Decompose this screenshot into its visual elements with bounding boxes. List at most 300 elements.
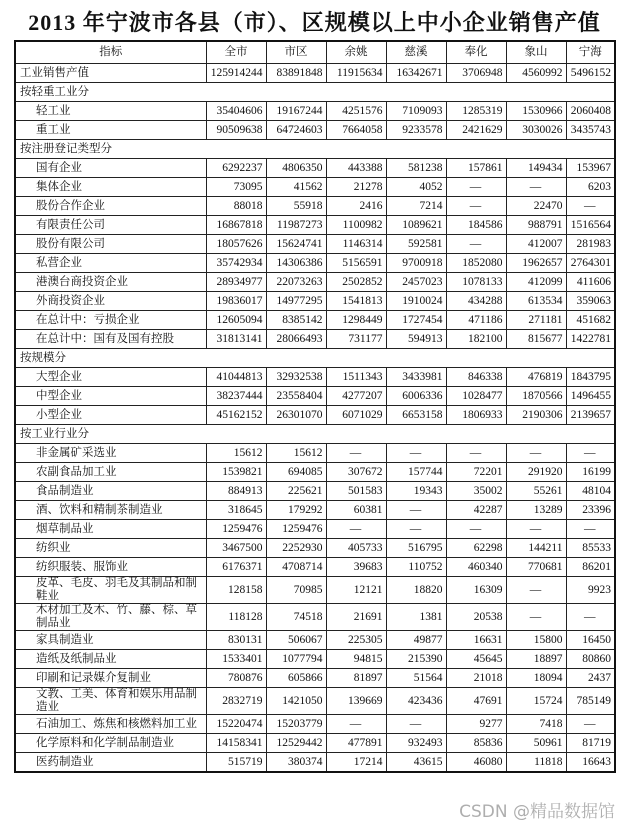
cell-value: —: [446, 444, 506, 463]
cell-value: —: [446, 178, 506, 197]
cell-value: 64724603: [266, 121, 326, 140]
cell-value: 2437: [566, 669, 615, 688]
table-row: [15, 216, 615, 235]
cell-value: 4708714: [266, 558, 326, 577]
cell-value: 6071029: [326, 406, 386, 425]
cell-value: 451682: [566, 311, 615, 330]
header-region: 慈溪: [386, 41, 446, 64]
cell-value: 12605094: [206, 311, 266, 330]
row-label: 皮革、毛皮、羽毛及其制品和制鞋业: [15, 577, 206, 604]
cell-value: 6176371: [206, 558, 266, 577]
cell-value: 271181: [506, 311, 566, 330]
cell-value: 15220474: [206, 715, 266, 734]
row-label: 家具制造业: [15, 631, 206, 650]
row-label: 在总计中：国有及国有控股: [15, 330, 206, 349]
cell-value: 932493: [386, 734, 446, 753]
table-row: [15, 273, 615, 292]
cell-value: —: [386, 715, 446, 734]
cell-value: 1285319: [446, 102, 506, 121]
header-region: 市区: [266, 41, 326, 64]
cell-value: 15800: [506, 631, 566, 650]
cell-value: 18094: [506, 669, 566, 688]
cell-value: 592581: [386, 235, 446, 254]
cell-value: 594913: [386, 330, 446, 349]
header-region: 奉化: [446, 41, 506, 64]
cell-value: 14306386: [266, 254, 326, 273]
section-label: 按工业行业分: [15, 425, 615, 444]
cell-value: 15724: [506, 688, 566, 715]
cell-value: 1516564: [566, 216, 615, 235]
cell-value: 7214: [386, 197, 446, 216]
cell-value: 1870566: [506, 387, 566, 406]
table-row: [15, 178, 615, 197]
cell-value: 1077794: [266, 650, 326, 669]
cell-value: —: [566, 604, 615, 631]
cell-value: 1533401: [206, 650, 266, 669]
cell-value: —: [506, 444, 566, 463]
cell-value: 7109093: [386, 102, 446, 121]
row-label: 在总计中：亏损企业: [15, 311, 206, 330]
table-row: [15, 159, 615, 178]
table-row: [15, 330, 615, 349]
cell-value: 13289: [506, 501, 566, 520]
cell-value: 15612: [206, 444, 266, 463]
row-label: 大型企业: [15, 368, 206, 387]
cell-value: 307672: [326, 463, 386, 482]
cell-value: 2190306: [506, 406, 566, 425]
cell-value: 26301070: [266, 406, 326, 425]
cell-value: 1381: [386, 604, 446, 631]
cell-value: 2457023: [386, 273, 446, 292]
table-row: [15, 669, 615, 688]
table-row: [15, 254, 615, 273]
table-row: [15, 688, 615, 715]
cell-value: 423436: [386, 688, 446, 715]
cell-value: 2416: [326, 197, 386, 216]
cell-value: —: [326, 520, 386, 539]
cell-value: 157861: [446, 159, 506, 178]
cell-value: 1539821: [206, 463, 266, 482]
cell-value: 506067: [266, 631, 326, 650]
table-row: [15, 406, 615, 425]
cell-value: 1496455: [566, 387, 615, 406]
cell-value: 5496152: [566, 64, 615, 83]
cell-value: 434288: [446, 292, 506, 311]
cell-value: 19343: [386, 482, 446, 501]
cell-value: 1852080: [446, 254, 506, 273]
cell-value: 110752: [386, 558, 446, 577]
cell-value: 215390: [386, 650, 446, 669]
cell-value: —: [446, 197, 506, 216]
cell-value: 11818: [506, 753, 566, 773]
row-label: 石油加工、炼焦和核燃料加工业: [15, 715, 206, 734]
table-row: [15, 311, 615, 330]
section-row: [15, 83, 615, 102]
cell-value: 770681: [506, 558, 566, 577]
cell-value: 48104: [566, 482, 615, 501]
cell-value: 45645: [446, 650, 506, 669]
cell-value: 18057626: [206, 235, 266, 254]
cell-value: 476819: [506, 368, 566, 387]
cell-value: 46080: [446, 753, 506, 773]
cell-value: 785149: [566, 688, 615, 715]
table-row: [15, 715, 615, 734]
header-region: 宁海: [566, 41, 615, 64]
cell-value: 1146314: [326, 235, 386, 254]
cell-value: 1806933: [446, 406, 506, 425]
cell-value: 83891848: [266, 64, 326, 83]
cell-value: 16342671: [386, 64, 446, 83]
cell-value: 14977295: [266, 292, 326, 311]
cell-value: 49877: [386, 631, 446, 650]
cell-value: 4806350: [266, 159, 326, 178]
cell-value: 60381: [326, 501, 386, 520]
row-label: 私营企业: [15, 254, 206, 273]
cell-value: 471186: [446, 311, 506, 330]
cell-value: 11987273: [266, 216, 326, 235]
row-label: 文教、工美、体育和娱乐用品制造业: [15, 688, 206, 715]
cell-value: 90509638: [206, 121, 266, 140]
table-row: [15, 604, 615, 631]
cell-value: 85533: [566, 539, 615, 558]
cell-value: 41044813: [206, 368, 266, 387]
cell-value: 149434: [506, 159, 566, 178]
cell-value: 6292237: [206, 159, 266, 178]
cell-value: 694085: [266, 463, 326, 482]
cell-value: 731177: [326, 330, 386, 349]
cell-value: 88018: [206, 197, 266, 216]
cell-value: 18897: [506, 650, 566, 669]
cell-value: 35404606: [206, 102, 266, 121]
cell-value: 1421050: [266, 688, 326, 715]
cell-value: —: [446, 520, 506, 539]
cell-value: 4277207: [326, 387, 386, 406]
table-row: [15, 539, 615, 558]
table-row: [15, 501, 615, 520]
row-label: 印刷和记录媒介复制业: [15, 669, 206, 688]
cell-value: 16309: [446, 577, 506, 604]
cell-value: 1843795: [566, 368, 615, 387]
row-label: 造纸及纸制品业: [15, 650, 206, 669]
table-row: [15, 753, 615, 773]
cell-value: 3030026: [506, 121, 566, 140]
cell-value: 412007: [506, 235, 566, 254]
table-row: [15, 64, 615, 83]
cell-value: 846338: [446, 368, 506, 387]
cell-value: 3706948: [446, 64, 506, 83]
table-row: [15, 197, 615, 216]
cell-value: 17214: [326, 753, 386, 773]
cell-value: 179292: [266, 501, 326, 520]
row-label: 重工业: [15, 121, 206, 140]
cell-value: 11915634: [326, 64, 386, 83]
table-row: [15, 631, 615, 650]
cell-value: 7664058: [326, 121, 386, 140]
cell-value: 3467500: [206, 539, 266, 558]
cell-value: —: [326, 715, 386, 734]
cell-value: 28934977: [206, 273, 266, 292]
cell-value: 19167244: [266, 102, 326, 121]
row-label: 食品制造业: [15, 482, 206, 501]
cell-value: —: [446, 235, 506, 254]
cell-value: 613534: [506, 292, 566, 311]
cell-value: 2764301: [566, 254, 615, 273]
row-label: 外商投资企业: [15, 292, 206, 311]
section-row: [15, 349, 615, 368]
cell-value: 2832719: [206, 688, 266, 715]
cell-value: 73095: [206, 178, 266, 197]
table-row: [15, 121, 615, 140]
table-row: [15, 444, 615, 463]
cell-value: 28066493: [266, 330, 326, 349]
cell-value: 47691: [446, 688, 506, 715]
row-label: 酒、饮料和精制茶制造业: [15, 501, 206, 520]
cell-value: 50961: [506, 734, 566, 753]
table-row: [15, 558, 615, 577]
row-label: 木材加工及木、竹、藤、棕、草制品业: [15, 604, 206, 631]
cell-value: 225621: [266, 482, 326, 501]
cell-value: 144211: [506, 539, 566, 558]
cell-value: 55918: [266, 197, 326, 216]
cell-value: —: [566, 197, 615, 216]
cell-value: 19836017: [206, 292, 266, 311]
cell-value: 291920: [506, 463, 566, 482]
cell-value: 182100: [446, 330, 506, 349]
cell-value: 14158341: [206, 734, 266, 753]
table-row: [15, 368, 615, 387]
section-label: 按注册登记类型分: [15, 140, 615, 159]
cell-value: 42287: [446, 501, 506, 520]
cell-value: 2060408: [566, 102, 615, 121]
cell-value: 1422781: [566, 330, 615, 349]
row-label: 股份有限公司: [15, 235, 206, 254]
cell-value: 12121: [326, 577, 386, 604]
cell-value: 23396: [566, 501, 615, 520]
cell-value: 12529442: [266, 734, 326, 753]
cell-value: 6006336: [386, 387, 446, 406]
cell-value: —: [506, 604, 566, 631]
cell-value: 139669: [326, 688, 386, 715]
table-row: [15, 387, 615, 406]
row-label: 烟草制品业: [15, 520, 206, 539]
table-row: [15, 520, 615, 539]
cell-value: 15624741: [266, 235, 326, 254]
cell-value: 2252930: [266, 539, 326, 558]
row-label: 医药制造业: [15, 753, 206, 773]
cell-value: 1078133: [446, 273, 506, 292]
cell-value: 380374: [266, 753, 326, 773]
section-row: [15, 140, 615, 159]
cell-value: —: [506, 178, 566, 197]
cell-value: 1028477: [446, 387, 506, 406]
cell-value: 51564: [386, 669, 446, 688]
row-label: 轻工业: [15, 102, 206, 121]
row-label: 纺织业: [15, 539, 206, 558]
cell-value: 15612: [266, 444, 326, 463]
row-label: 国有企业: [15, 159, 206, 178]
cell-value: —: [506, 520, 566, 539]
cell-value: 9277: [446, 715, 506, 734]
cell-value: 32932538: [266, 368, 326, 387]
table-row: [15, 102, 615, 121]
row-label: 小型企业: [15, 406, 206, 425]
cell-value: 72201: [446, 463, 506, 482]
cell-value: 15203779: [266, 715, 326, 734]
cell-value: 605866: [266, 669, 326, 688]
table-row: [15, 235, 615, 254]
cell-value: 815677: [506, 330, 566, 349]
cell-value: 21691: [326, 604, 386, 631]
table-row: [15, 650, 615, 669]
cell-value: 5156591: [326, 254, 386, 273]
cell-value: 23558404: [266, 387, 326, 406]
cell-value: 780876: [206, 669, 266, 688]
cell-value: 35002: [446, 482, 506, 501]
cell-value: 501583: [326, 482, 386, 501]
cell-value: 6203: [566, 178, 615, 197]
cell-value: 18820: [386, 577, 446, 604]
cell-value: 70985: [266, 577, 326, 604]
cell-value: 157744: [386, 463, 446, 482]
cell-value: 4052: [386, 178, 446, 197]
cell-value: 1259476: [266, 520, 326, 539]
cell-value: 16643: [566, 753, 615, 773]
cell-value: 3435743: [566, 121, 615, 140]
cell-value: 9923: [566, 577, 615, 604]
cell-value: 125914244: [206, 64, 266, 83]
cell-value: 16450: [566, 631, 615, 650]
cell-value: 2502852: [326, 273, 386, 292]
cell-value: —: [566, 444, 615, 463]
cell-value: 55261: [506, 482, 566, 501]
cell-value: —: [386, 520, 446, 539]
cell-value: 4251576: [326, 102, 386, 121]
cell-value: 412099: [506, 273, 566, 292]
cell-value: 41562: [266, 178, 326, 197]
table-row: [15, 292, 615, 311]
cell-value: 21278: [326, 178, 386, 197]
cell-value: 1089621: [386, 216, 446, 235]
cell-value: 62298: [446, 539, 506, 558]
cell-value: 184586: [446, 216, 506, 235]
cell-value: 8385142: [266, 311, 326, 330]
cell-value: 45162152: [206, 406, 266, 425]
row-label: 集体企业: [15, 178, 206, 197]
cell-value: 884913: [206, 482, 266, 501]
cell-value: 1298449: [326, 311, 386, 330]
page-title: 2013 年宁波市各县（市）、区规模以上中小企业销售产值: [28, 10, 601, 35]
cell-value: —: [386, 444, 446, 463]
section-label: 按轻重工业分: [15, 83, 615, 102]
cell-value: 515719: [206, 753, 266, 773]
cell-value: 830131: [206, 631, 266, 650]
row-label: 纺织服装、服饰业: [15, 558, 206, 577]
table-row: [15, 734, 615, 753]
row-label: 中型企业: [15, 387, 206, 406]
cell-value: 1541813: [326, 292, 386, 311]
cell-value: 128158: [206, 577, 266, 604]
cell-value: 153967: [566, 159, 615, 178]
section-row: [15, 425, 615, 444]
row-label: 有限责任公司: [15, 216, 206, 235]
sales-table: [14, 40, 616, 773]
cell-value: 81719: [566, 734, 615, 753]
cell-value: 81897: [326, 669, 386, 688]
header-region: 余姚: [326, 41, 386, 64]
cell-value: 6653158: [386, 406, 446, 425]
cell-value: 9233578: [386, 121, 446, 140]
header-row: [15, 41, 615, 64]
cell-value: —: [566, 715, 615, 734]
cell-value: 225305: [326, 631, 386, 650]
cell-value: 581238: [386, 159, 446, 178]
cell-value: 22470: [506, 197, 566, 216]
row-label: 农副食品加工业: [15, 463, 206, 482]
cell-value: 1727454: [386, 311, 446, 330]
cell-value: 1962657: [506, 254, 566, 273]
row-label: 非金属矿采选业: [15, 444, 206, 463]
cell-value: 80860: [566, 650, 615, 669]
cell-value: 2421629: [446, 121, 506, 140]
cell-value: 20538: [446, 604, 506, 631]
cell-value: 85836: [446, 734, 506, 753]
cell-value: 31813141: [206, 330, 266, 349]
watermark: CSDN @精品数据馆: [459, 802, 615, 822]
cell-value: 4560992: [506, 64, 566, 83]
cell-value: 1910024: [386, 292, 446, 311]
row-label: 港澳台商投资企业: [15, 273, 206, 292]
cell-value: 460340: [446, 558, 506, 577]
row-label: 股份合作企业: [15, 197, 206, 216]
header-indicator: 指标: [15, 41, 206, 64]
cell-value: 281983: [566, 235, 615, 254]
table-row: [15, 463, 615, 482]
cell-value: 7418: [506, 715, 566, 734]
cell-value: 43615: [386, 753, 446, 773]
cell-value: 74518: [266, 604, 326, 631]
cell-value: 516795: [386, 539, 446, 558]
cell-value: 3433981: [386, 368, 446, 387]
cell-value: 443388: [326, 159, 386, 178]
row-label: 工业销售产值: [15, 64, 206, 83]
cell-value: 359063: [566, 292, 615, 311]
table-row: [15, 482, 615, 501]
header-region: 全市: [206, 41, 266, 64]
header-region: 象山: [506, 41, 566, 64]
cell-value: —: [386, 501, 446, 520]
cell-value: 405733: [326, 539, 386, 558]
cell-value: —: [326, 444, 386, 463]
cell-value: —: [566, 520, 615, 539]
cell-value: 9700918: [386, 254, 446, 273]
cell-value: 988791: [506, 216, 566, 235]
cell-value: 1100982: [326, 216, 386, 235]
cell-value: 94815: [326, 650, 386, 669]
table-row: [15, 577, 615, 604]
cell-value: 35742934: [206, 254, 266, 273]
cell-value: 118128: [206, 604, 266, 631]
cell-value: 411606: [566, 273, 615, 292]
cell-value: 38237444: [206, 387, 266, 406]
cell-value: 1530966: [506, 102, 566, 121]
cell-value: 477891: [326, 734, 386, 753]
cell-value: 16631: [446, 631, 506, 650]
cell-value: 318645: [206, 501, 266, 520]
cell-value: —: [506, 577, 566, 604]
row-label: 化学原料和化学制品制造业: [15, 734, 206, 753]
cell-value: 16867818: [206, 216, 266, 235]
cell-value: 86201: [566, 558, 615, 577]
